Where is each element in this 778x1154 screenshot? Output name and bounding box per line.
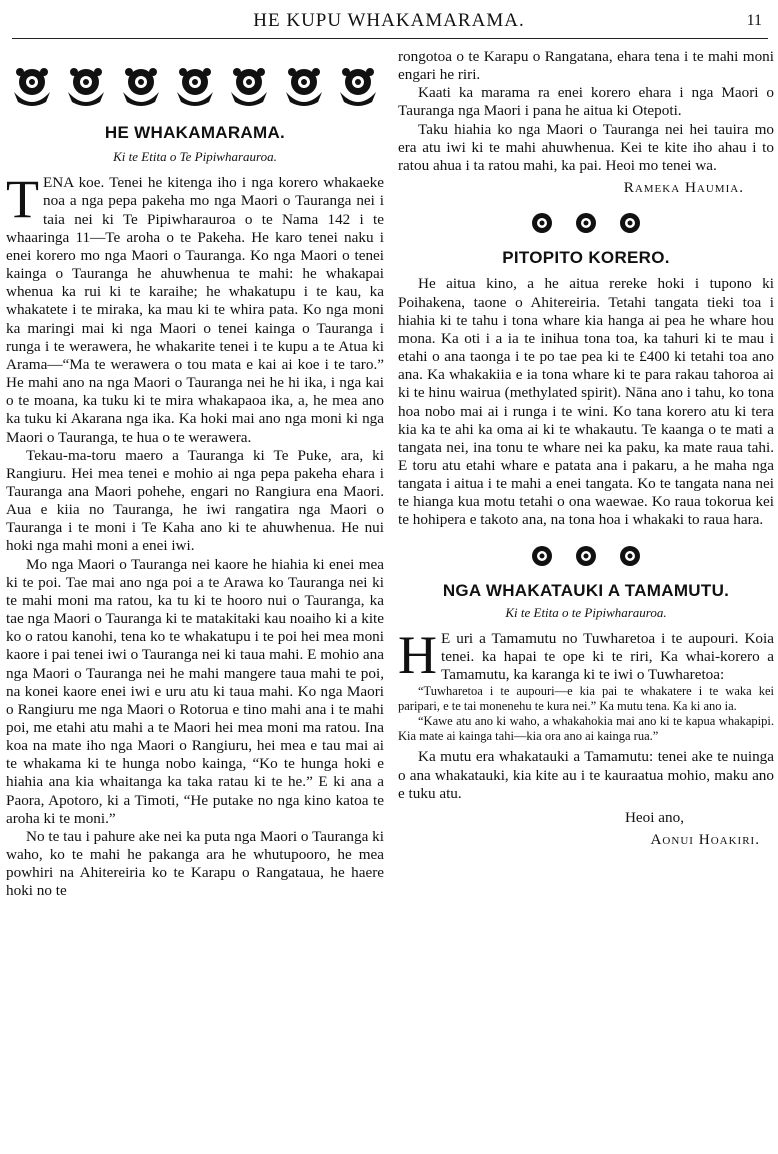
flower-ornament-icon	[530, 211, 554, 235]
flower-ornament-icon	[618, 544, 642, 568]
paragraph: H E uri a Tamamutu no Tuwharetoa i te aupouri. Koia tenei. ka hapai te ope ki te riri, Ka whai-korero a Tamamutu, ka karanga ki te iwi o Tuwharetoa:	[398, 624, 774, 685]
closing: Heoi ano,	[624, 808, 684, 826]
section-ornament	[398, 544, 774, 568]
signature: Rameka Haumia.	[623, 179, 744, 197]
flower-ornament-icon	[574, 544, 598, 568]
flower-ornament-icon	[530, 544, 554, 568]
header-rule	[12, 38, 768, 39]
paragraph: TENA koe. Tenei he kitenga iho i nga korero whakaeke noa a nga pepa pakeha mo nga Maori o Tauranga nei i taia nei ki Te Pipiwharauroa o te Nama 142 i te whaaringa 11—Te aroha o te Pakeha. He karo tenei naku i enei korero mo nga Maori o Tauranga. Ko nga Maori o tenei kainga o Tauranga he ahuwhenua te mahi: he whakapai whenua ka rui ki te karaihe; he whakatupu i te kau, ka whakatete i te miraka, ka mau ki te whira pata. Ko nga moni ka maringi mai ki nga Maori o tenei kainga o Tauranga i runga i te werawera, he whakarite tenei i te kupu a te Atua ki Arama—“Ma te werawera o tou mata e kai ai koe i te taro.” He mahi ano na nga Maori o Tauranga nei he hi ika, i nga kai o te moana, ka tuku ki te mira whakapaoa ika, a, he mea ano ka tuku ki Akarana nga ika. Ka hoki mai ano nga moni ki nga Maori o Tauranga, te hua o te werawera.	[6, 169, 384, 446]
flower-ornament-icon	[173, 62, 217, 108]
ornament-row	[10, 62, 380, 108]
flower-ornament-icon	[574, 211, 598, 235]
page-header	[0, 0, 778, 40]
section-ornament	[398, 211, 774, 235]
quote: “Tuwharetoa i te aupouri—e kia pai te whakatere i te waka kei paripari, e te tai monenehu te kura nei.” Ka mutu tena. Ka ki ano ia.	[398, 684, 774, 714]
paragraph: Mo nga Maori o Tauranga nei kaore he hiahia ki enei mea ki te poi. Tae mai ano nga poi a te Arawa ko Tauranga nei ki te mahi moni ma ratou, ka tu ki te hooro nui o Tauranga, ka tae nga Maori o Tauranga ki te matakitaki kau noaiho ki a kite ko o ratou kanohi, tena ko te whakatupu i te poi hei mea moni kaore i pai tenei iwi o Tauranga nei ki taua mahi. E mohio ana nga Maori o Tauranga nei he mahi mangere taua mahi te poi, na konei kaore enei iwi e uru atu ki taua mahi. Ko nga Maori o Rangiuru me nga Maori o Rotorua e tino mahi ana i te mahi poi, me etahi atu mahi a te Maori hei mea moni ma ratou. Ina koa na mate iho nga Maori o Rangiuru, hei mea e tau mai ai te whakama ki te hunga nobo kainga, “Ko te hunga hoki e hiahia ana kia whaitanga ka taka ratau ki te he.” E ki ana a Paora, Apotoro, ki a Timoti, “He putake no nga kino katoa te aroha ki te moni.”	[6, 555, 384, 827]
page-number: 11	[746, 12, 762, 29]
paragraph: Tekau-ma-toru maero a Tauranga ki Te Puke, ara, ki Rangiuru. Hei mea tenei e mohio ai nga pepa pakeha ehara i Tauranga ana Maori pohehe, engari no Rangiura ena Maori. Aua e kiia no Tauranga, he iwi rangatira nga Maori o Tauranga i te moni i Te Kaha ano ki te ahuwhenua. He nui hoki nga mahi moni a enei iwi.	[6, 446, 384, 555]
article-subtitle: Ki te Etita o Te Pipiwharauroa.	[113, 149, 277, 165]
signature: Aonui Hoakiri.	[650, 831, 760, 848]
paragraph: Kaati ka marama ra enei korero ehara i nga Maori o Tauranga nga Maori i pana he aitua ki Otepoti.	[398, 84, 774, 120]
flower-ornament-icon	[227, 62, 271, 108]
drop-cap: T	[6, 169, 39, 230]
paragraph: He aitua kino, a he aitua rereke hoki i tupono ki Poihakena, taone o Ahitereiria. Tetahi tangata tieki toa i hiahia ki te tahu i tona whare kia hanga ai pea he whare hou mona. Ka oti i a ia te inihua tona toa, ka tahuri ki te mau i etahi o ana taonga i te po tae pea ki te £400 ki tetahi toa ano ana. Ka whakakiia e ia tona whare ki te para rakau tahoroa ai ki te hinu wairua (methylated spirit). Nāna ano i tahu, ko tona hoa nobo mai ai i runga i te wini. Ko tana korero atu ki tera kia ka te ahi ka oma ai ki te whakautu. Te kaanga o te mati a tangata nei, ina tonu te whare nei ka paku, ka mate raua tahi. E toru atu etahi whare e patata ana i pakaru, a he maha nga tangata i aitua i te mahi a enei tangata. Ko te tangata nana nei te hianga kua motu tetahi o ona waewae. Ko raua tokorua kei te hohipera e takoto ana, na tona hoa i whakaki to raua hara.	[398, 275, 774, 529]
quote: “Kawe atu ano ki waho, a whakahokia mai ano ki te kapua whakapipi. Kia mate ai kainga tahi—kia ora ano ai kainga rua.”	[398, 714, 774, 744]
flower-ornament-icon	[618, 211, 642, 235]
drop-cap: H	[398, 624, 437, 685]
section-heading: NGA WHAKATAUKI A TAMAMUTU.	[442, 580, 730, 600]
paragraph: Taku hiahia ko nga Maori o Tauranga nei hei tauira mo era atu iwi ki te mahi ahuwhenua. Kei te kite iho ahau i to ratou ahua i ta ratou mahi, ka pai. Heoi mo tenei wa.	[398, 120, 774, 174]
flower-ornament-icon	[119, 62, 163, 108]
running-title: HE KUPU WHAKAMARAMA.	[253, 10, 525, 31]
right-column	[398, 48, 774, 849]
paragraph: Ka mutu era whakatauki a Tamamutu: tenei ake te nuinga o ana whakatauki, kia kite au i te kauraatua mohio, maku ano e tuku atu.	[398, 748, 774, 802]
flower-ornament-icon	[282, 62, 326, 108]
paragraph: No te tau i pahure ake nei ka puta nga Maori o Tauranga ki waho, ko te mahi he pakanga ara he whutupooro, he mea powhiri na Ahitereiria ko te Karapu o Rangataua, he haere hoki no te	[6, 827, 384, 900]
paragraph: rongotoa o te Karapu o Rangatana, ehara tena i te mahi moni engari he riri.	[398, 48, 774, 84]
section-heading: PITOPITO KORERO.	[502, 248, 670, 268]
left-column	[6, 123, 384, 901]
flower-ornament-icon	[336, 62, 380, 108]
section-subtitle: Ki te Etita o te Pipiwharauroa.	[505, 604, 667, 620]
flower-ornament-icon	[64, 62, 108, 108]
article-heading: HE WHAKAMARAMA.	[104, 123, 286, 142]
flower-ornament-icon	[10, 62, 54, 108]
